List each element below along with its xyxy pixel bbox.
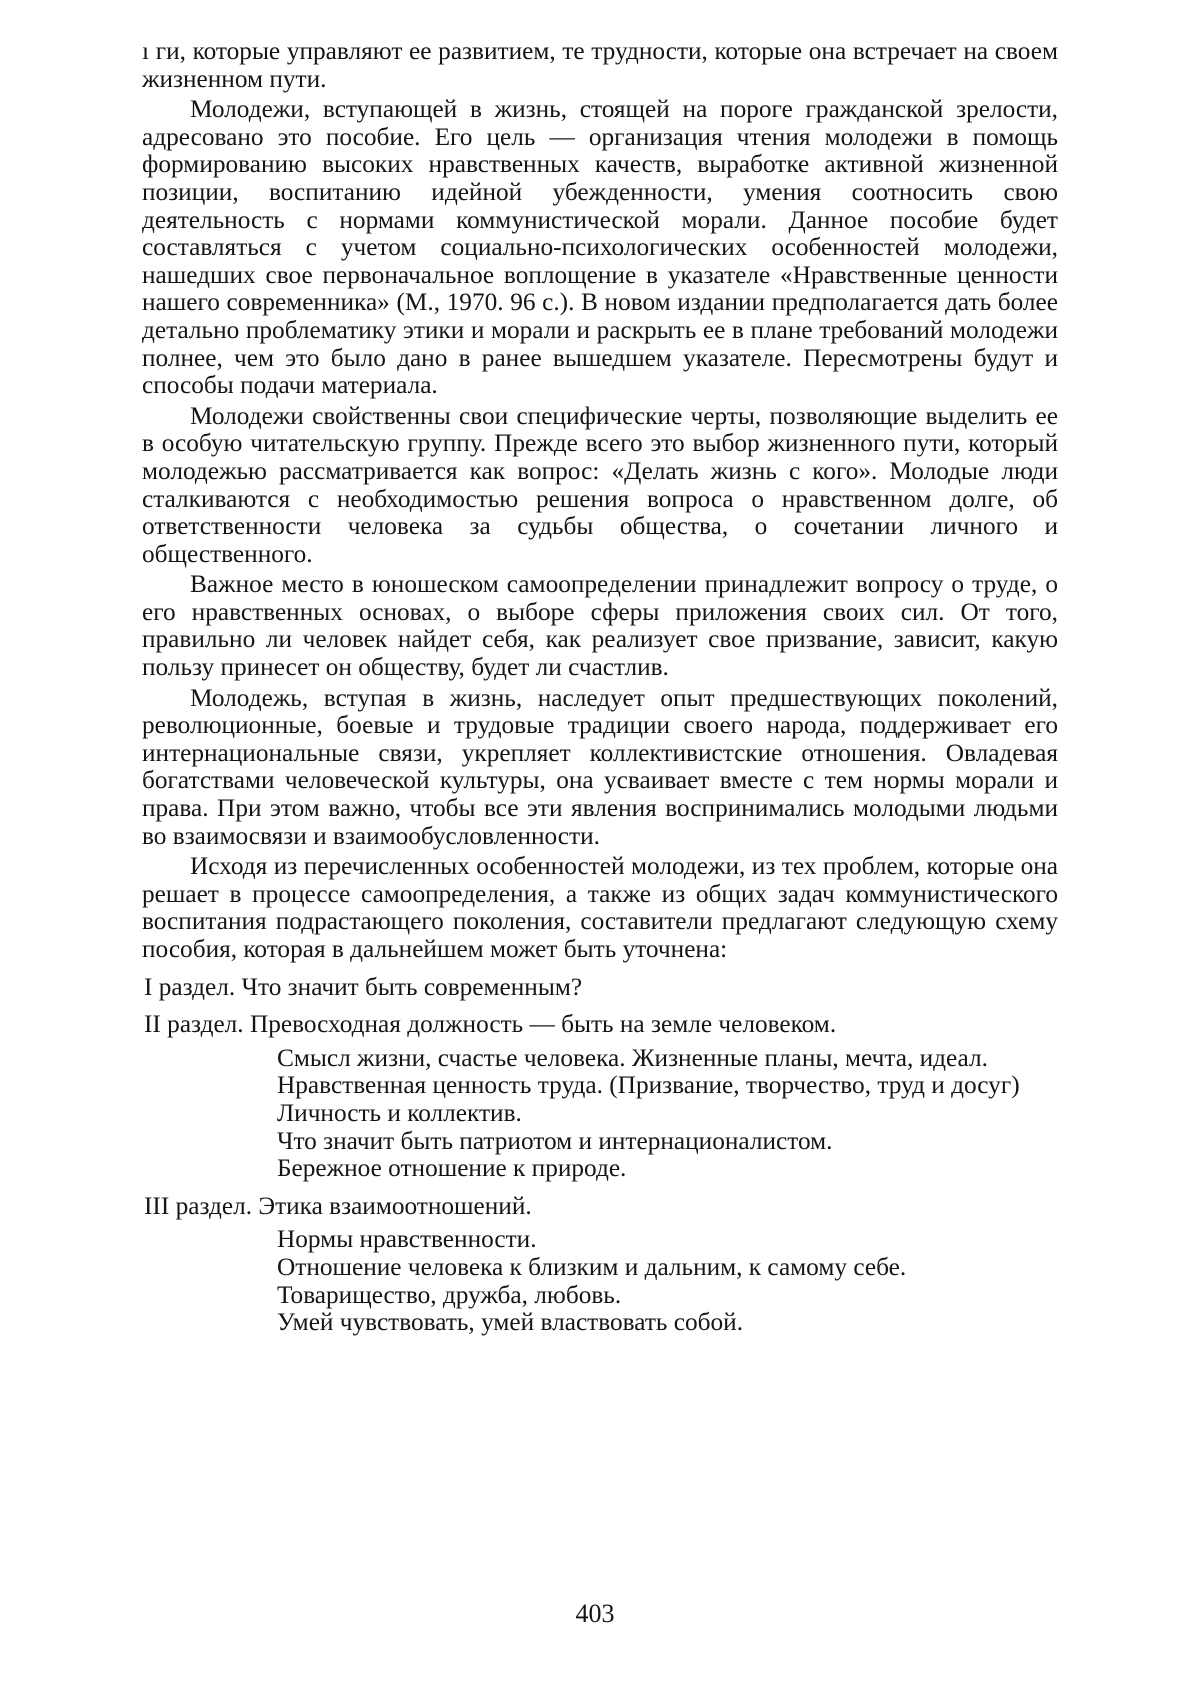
section-heading: I раздел. Что значит быть современным?: [144, 972, 583, 1001]
section-heading: III раздел. Этика взаимоотношений.: [144, 1191, 532, 1220]
page-number: 403: [575, 1599, 615, 1628]
section-items: [277, 1226, 1058, 1336]
document-page: [142, 38, 1058, 1638]
section-item: Смысл жизни, счастье человека. Жизненные планы, мечта, идеал.: [277, 1043, 988, 1072]
paragraph: Молодежи свойственны свои специфические черты, позволяющие выделить ее в особую читательскую группу. Прежде всего это выбор жизненного пути, который молодежью рассматривается как вопрос: «Делать жизнь с кого». Молодые люди сталкиваются с необходимостью решения вопроса о нравственном долге, об ответственности человека за судьбы общества, о сочетании личного и общественного.: [142, 401, 1058, 568]
section-item: Отношение человека к близким и дальним, к самому себе.: [277, 1252, 907, 1281]
section-item: Что значит быть патриотом и интернационалистом.: [277, 1126, 833, 1155]
section-items: [277, 1045, 1058, 1183]
outline-section: [144, 1011, 1058, 1183]
section-item: Личность и коллектив.: [277, 1098, 522, 1127]
body-text: [142, 38, 1058, 964]
section-item: Умей чувствовать, умей властвовать собой.: [277, 1308, 744, 1337]
outline: [142, 974, 1058, 1337]
outline-section: [144, 974, 1058, 1002]
paragraph: ı ги, которые управляют ее развитием, те трудности, которые она встречает на своем жизненном пути.: [142, 37, 1058, 93]
paragraph: Молодежи, вступающей в жизнь, стоящей на пороге гражданской зрелости, адресовано это пособие. Его цель — организация чтения молодежи в помощь формированию высоких нравственных качеств, выработке активной жизненной позиции, воспитанию идейной убежденности, умения соотносить свою деятельность с нормами коммунистической морали. Данное пособие будет составляться с учетом социально-психологических особенностей молодежи, нашедших свое первоначальное воплощение в указателе «Нравственные ценности нашего современника» (М., 1970. 96 с.). В новом издании предполагается дать более детально проблематику этики и морали и раскрыть ее в плане требований молодежи полнее, чем это было дано в ранее вышедшем указателе. Пересмотрены будут и способы подачи материала.: [142, 95, 1058, 400]
section-item: Нравственная ценность труда. (Призвание, творчество, труд и досуг): [277, 1071, 1020, 1100]
paragraph: Важное место в юношеском самоопределении принадлежит вопросу о труде, о его нравственных основах, о выборе сферы приложения своих сил. От того, правильно ли человек найдет себя, как реализует свое призвание, зависит, какую пользу принесет он обществу, будет ли счастлив.: [142, 570, 1058, 682]
section-heading: II раздел. Превосходная должность — быть на земле человеком.: [144, 1010, 837, 1039]
section-item: Товарищество, дружба, любовь.: [277, 1280, 622, 1309]
section-item: Бережное отношение к природе.: [277, 1154, 627, 1183]
outline-section: [144, 1193, 1058, 1337]
paragraph: Молодежь, вступая в жизнь, наследует опыт предшествующих поколений, революционные, боевые и трудовые традиции своего народа, поддерживает его интернациональные связи, укрепляет коллективистские отношения. Овладевая богатствами человеческой культуры, она усваивает вместе с тем нормы морали и права. При этом важно, чтобы все эти явления воспринимались молодыми людьми во взаимосвязи и взаимообусловленности.: [142, 683, 1058, 850]
section-item: Нормы нравственности.: [277, 1225, 537, 1254]
paragraph: Исходя из перечисленных особенностей молодежи, из тех проблем, которые она решает в процессе самоопределения, а также из общих задач коммунистического воспитания подрастающего поколения, составители предлагают следующую схему пособия, которая в дальнейшем может быть уточнена:: [142, 852, 1058, 963]
